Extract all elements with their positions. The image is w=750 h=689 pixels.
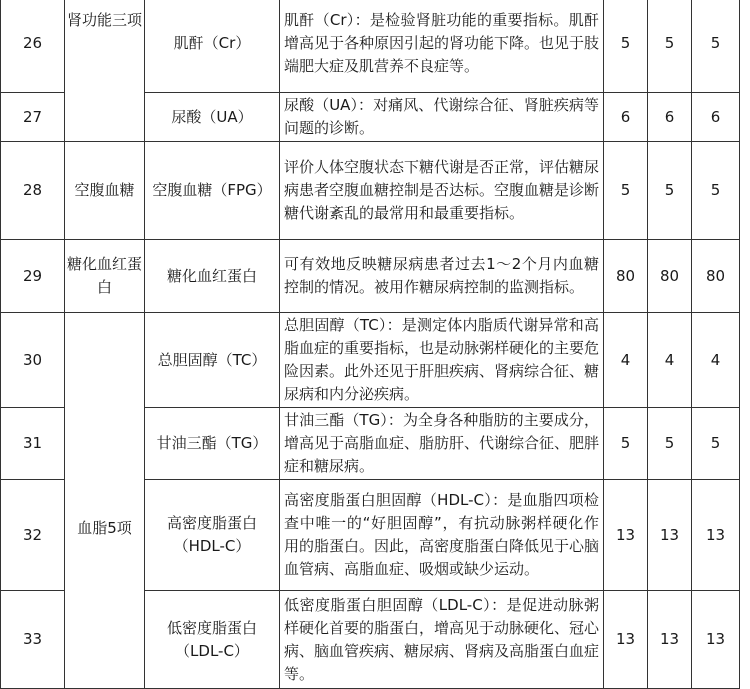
category-label: 糖化血红蛋白	[65, 240, 145, 313]
item-name: 甘油三酯（TG）	[145, 408, 280, 480]
value-cell: 80	[604, 240, 648, 313]
row-number: 29	[1, 240, 65, 313]
value-cell: 4	[648, 313, 692, 408]
row-number: 30	[1, 313, 65, 408]
value-cell: 80	[692, 240, 740, 313]
value-cell: 6	[648, 93, 692, 142]
value-cell: 5	[604, 0, 648, 93]
value-cell: 5	[692, 142, 740, 240]
item-description: 低密度脂蛋白胆固醇（LDL-C）：是促进动脉粥样硬化首要的脂蛋白，增高见于动脉硬化、冠心病、脑血管疾病、糖尿病、肾病及高脂蛋白血症等。	[280, 591, 604, 689]
value-cell: 5	[648, 0, 692, 93]
item-name: 低密度脂蛋白（LDL-C）	[145, 591, 280, 689]
item-description: 甘油三酯（TG）：为全身各种脂肪的主要成分，增高见于高脂血症、脂肪肝、代谢综合征、肥胖症和糖尿病。	[280, 408, 604, 480]
value-cell: 5	[604, 408, 648, 480]
table-row	[1, 0, 740, 93]
row-number: 27	[1, 93, 65, 142]
category-label: 肾功能三项	[66, 11, 142, 29]
row-number: 26	[1, 0, 65, 93]
value-cell: 4	[692, 313, 740, 408]
item-description: 尿酸（UA）：对痛风、代谢综合征、肾脏疾病等问题的诊断。	[280, 93, 604, 142]
value-cell: 80	[648, 240, 692, 313]
item-name: 空腹血糖（FPG）	[145, 142, 280, 240]
value-cell: 13	[648, 591, 692, 689]
row-number: 33	[1, 591, 65, 689]
value-cell: 5	[692, 408, 740, 480]
item-name: 糖化血红蛋白	[145, 240, 280, 313]
row-number: 31	[1, 408, 65, 480]
value-cell: 13	[692, 480, 740, 591]
table-row	[1, 142, 740, 240]
row-number: 28	[1, 142, 65, 240]
value-cell: 6	[692, 93, 740, 142]
item-description: 可有效地反映糖尿病患者过去1～2个月内血糖控制的情况。被用作糖尿病控制的监测指标。	[280, 240, 604, 313]
item-name: 尿酸（UA）	[145, 93, 280, 142]
item-description: 肌酐（Cr）：是检验肾脏功能的重要指标。肌酐增高见于各种原因引起的肾功能下降。也见于肢端肥大症及肌营养不良症等。	[280, 0, 604, 93]
value-cell: 13	[604, 480, 648, 591]
item-description: 高密度脂蛋白胆固醇（HDL-C）：是血脂四项检查中唯一的“好胆固醇”，有抗动脉粥样硬化作用的脂蛋白。因此，高密度脂蛋白降低见于心脑血管病、高脂血症、吸烟或缺少运动。	[280, 480, 604, 591]
value-cell: 13	[692, 591, 740, 689]
row-number: 32	[1, 480, 65, 591]
item-name: 总胆固醇（TC）	[145, 313, 280, 408]
category-cell	[65, 0, 145, 142]
value-cell: 4	[604, 313, 648, 408]
value-cell: 5	[604, 142, 648, 240]
category-label: 血脂5项	[77, 519, 132, 537]
item-name: 高密度脂蛋白（HDL-C）	[145, 480, 280, 591]
value-cell: 13	[648, 480, 692, 591]
value-cell: 5	[648, 408, 692, 480]
category-cell	[65, 313, 145, 689]
item-description: 评价人体空腹状态下糖代谢是否正常，评估糖尿病患者空腹血糖控制是否达标。空腹血糖是诊断糖代谢紊乱的最常用和最重要指标。	[280, 142, 604, 240]
category-label: 空腹血糖	[65, 142, 145, 240]
table-row	[1, 240, 740, 313]
value-cell: 13	[604, 591, 648, 689]
table-row	[1, 313, 740, 408]
value-cell: 6	[604, 93, 648, 142]
value-cell: 5	[648, 142, 692, 240]
item-description: 总胆固醇（TC）：是测定体内脂质代谢异常和高脂血症的重要指标，也是动脉粥样硬化的主要危险因素。此外还见于肝胆疾病、肾病综合征、糖尿病和内分泌疾病。	[280, 313, 604, 408]
item-name: 肌酐（Cr）	[145, 0, 280, 93]
value-cell: 5	[692, 0, 740, 93]
